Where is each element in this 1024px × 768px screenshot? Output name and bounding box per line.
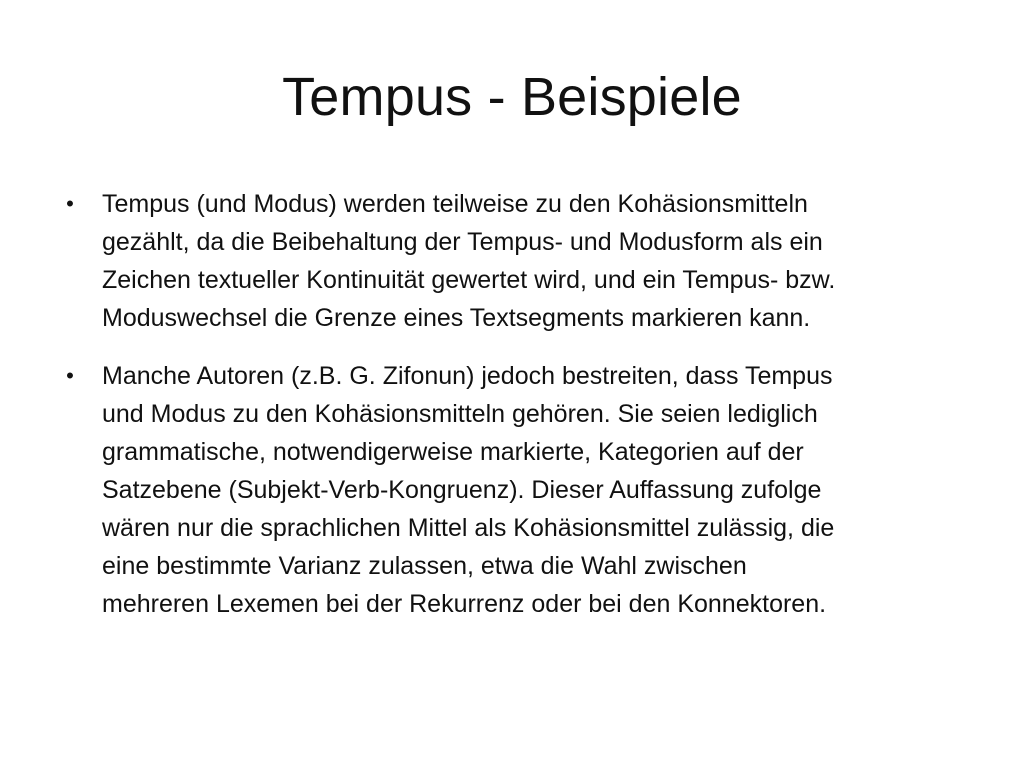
bullet-icon: • [66, 191, 74, 216]
bullet-item [60, 357, 960, 623]
bullet-text-line: Moduswechsel die Grenze eines Textsegments markieren kann. [102, 304, 811, 332]
bullet-text-line: und Modus zu den Kohäsionsmitteln gehören. Sie seien lediglich [102, 400, 818, 428]
bullet-text-line: Manche Autoren (z.B. G. Zifonun) jedoch bestreiten, dass Tempus [102, 362, 833, 390]
bullet-text-line: gezählt, da die Beibehaltung der Tempus- und Modusform als ein [102, 228, 823, 256]
bullet-text-line: grammatische, notwendigerweise markierte, Kategorien auf der [102, 438, 804, 466]
bullet-item [60, 185, 960, 337]
bullet-text-line: mehreren Lexemen bei der Rekurrenz oder bei den Konnektoren. [102, 590, 827, 618]
slide-title: Tempus - Beispiele [282, 67, 742, 127]
bullet-text-line: eine bestimmte Varianz zulassen, etwa die Wahl zwischen [102, 552, 747, 580]
bullet-icon: • [66, 363, 74, 388]
bullet-text-line: Zeichen textueller Kontinuität gewertet wird, und ein Tempus- bzw. [102, 266, 836, 294]
bullet-text-line: Tempus (und Modus) werden teilweise zu den Kohäsionsmitteln [102, 190, 808, 218]
bullet-text-line: Satzebene (Subjekt-Verb-Kongruenz). Dieser Auffassung zufolge [102, 476, 822, 504]
bullet-text-line: wären nur die sprachlichen Mittel als Kohäsionsmittel zulässig, die [102, 514, 835, 542]
bullet-list [60, 185, 960, 643]
